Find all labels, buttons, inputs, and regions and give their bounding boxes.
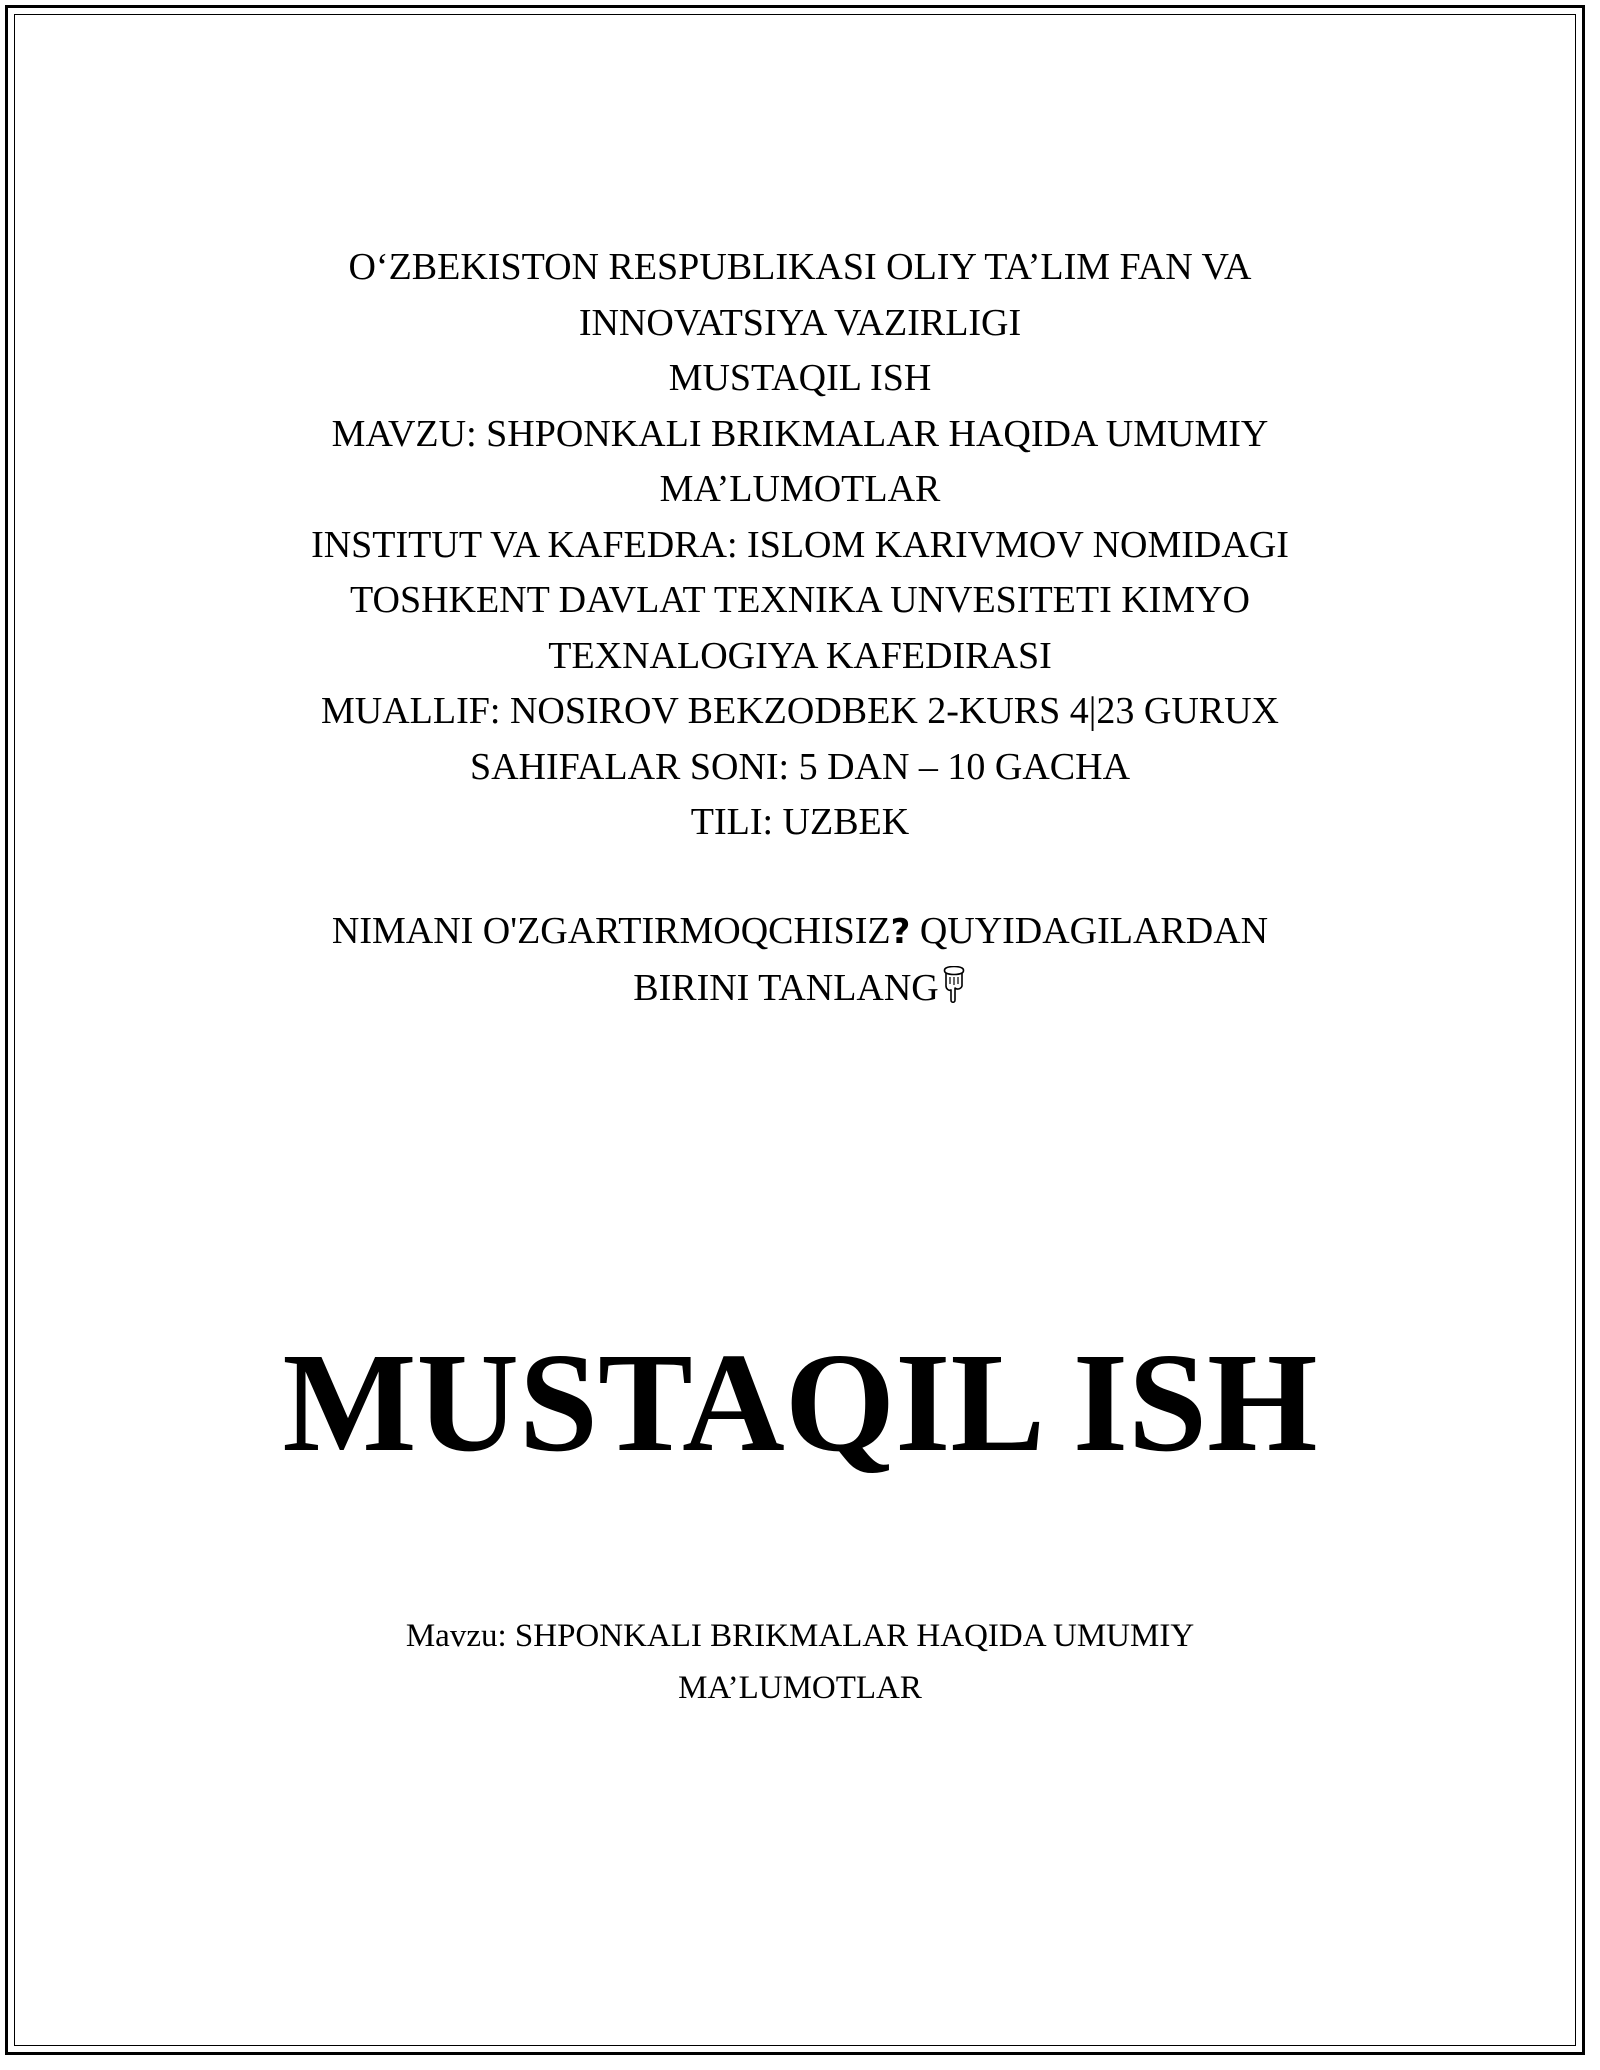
institute-line-1: INSTITUT VA KAFEDRA: ISLOM KARIVMOV NOMIDAGI bbox=[311, 523, 1289, 566]
cover-header bbox=[180, 240, 1420, 851]
prompt-line-1 bbox=[180, 903, 1420, 960]
institute-line-3: TEXNALOGIYA KAFEDIRASI bbox=[548, 634, 1052, 677]
question-mark-icon: ? bbox=[890, 912, 911, 952]
prompt-line-2 bbox=[180, 960, 1420, 1020]
topic-line-2: MA’LUMOTLAR bbox=[659, 468, 941, 510]
institute-line-2: TOSHKENT DAVLAT TEXNIKA UNVESITETI KIMYO bbox=[349, 579, 1250, 621]
pages-line: SAHIFALAR SONI: 5 DAN – 10 GACHA bbox=[469, 745, 1131, 788]
work-type-line: MUSTAQIL ISH bbox=[668, 357, 932, 399]
prompt-question-text: NIMANI O'ZGARTIRMOQCHISIZ bbox=[331, 910, 891, 952]
topic-line-1: MAVZU: SHPONKALI BRIKMALAR HAQIDA UMUMIY bbox=[331, 412, 1269, 455]
change-prompt bbox=[180, 903, 1420, 1020]
cover-title: MUSTAQIL ISH bbox=[282, 1323, 1318, 1481]
footer-topic-line-2: MA’LUMOTLAR bbox=[678, 1670, 922, 1706]
language-line: TILI: UZBEK bbox=[690, 801, 910, 843]
footer-topic-line-1: Mavzu: SHPONKALI BRIKMALAR HAQIDA UMUMIY bbox=[405, 1618, 1195, 1654]
author-line: MUALLIF: NOSIROV BEKZODBEK 2-KURS 4|23 GURUX bbox=[321, 690, 1279, 732]
ministry-line-1: O‘ZBEKISTON RESPUBLIKASI OLIY TA’LIM FAN VA bbox=[348, 246, 1252, 288]
pointing-down-hand-icon bbox=[941, 964, 967, 1020]
prompt-question-tail: QUYIDAGILARDAN bbox=[910, 910, 1269, 952]
ministry-line-2: INNOVATSIYA VAZIRLIGI bbox=[578, 301, 1022, 344]
prompt-choose-text: BIRINI TANLANG bbox=[633, 967, 939, 1009]
cover-footer bbox=[180, 1610, 1420, 1714]
